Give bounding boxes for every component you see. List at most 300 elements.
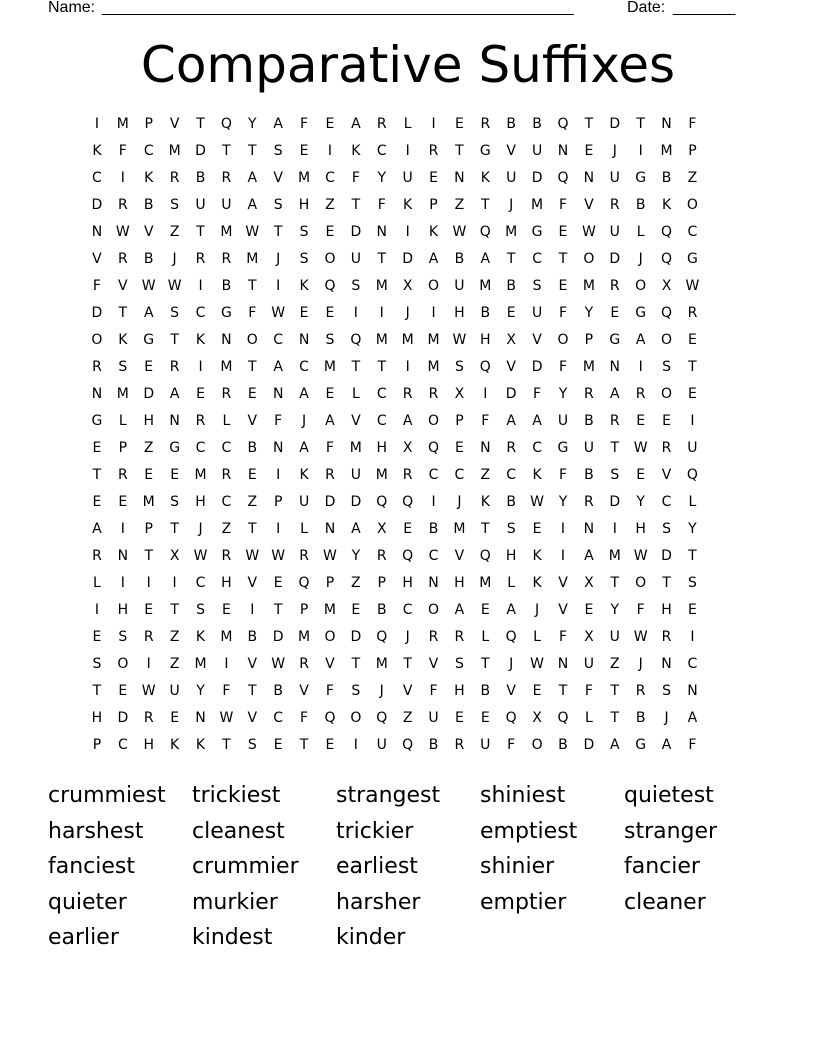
grid-letter[interactable]: V	[118, 278, 128, 294]
grid-letter[interactable]: S	[662, 683, 671, 699]
grid-letter[interactable]: A	[351, 521, 361, 537]
grid-letter[interactable]: M	[479, 278, 492, 294]
grid-letter[interactable]: N	[609, 359, 620, 375]
grid-letter[interactable]: C	[195, 440, 206, 456]
grid-letter[interactable]: S	[610, 467, 620, 483]
grid-letter[interactable]: J	[198, 521, 203, 537]
grid-letter[interactable]: M	[660, 143, 673, 159]
grid-letter[interactable]: M	[168, 143, 181, 159]
grid-letter[interactable]: V	[661, 467, 672, 483]
grid-letter[interactable]: O	[428, 278, 440, 294]
grid-letter[interactable]: D	[195, 143, 206, 159]
grid-letter[interactable]: X	[506, 332, 516, 348]
grid-letter[interactable]: T	[351, 197, 361, 213]
grid-letter[interactable]: V	[402, 683, 413, 699]
grid-letter[interactable]: Q	[376, 710, 388, 726]
grid-letter[interactable]: D	[350, 224, 362, 240]
grid-letter[interactable]: E	[118, 494, 128, 510]
grid-letter[interactable]: D	[91, 305, 103, 321]
grid-letter[interactable]: R	[454, 629, 465, 645]
grid-letter[interactable]: I	[146, 656, 151, 672]
grid-letter[interactable]: E	[144, 359, 154, 375]
grid-letter[interactable]: C	[661, 494, 672, 510]
grid-letter[interactable]: X	[584, 575, 594, 591]
grid-letter[interactable]: N	[376, 224, 387, 240]
grid-letter[interactable]: I	[120, 170, 125, 186]
grid-letter[interactable]: V	[454, 548, 465, 564]
grid-letter[interactable]: G	[557, 440, 569, 456]
grid-letter[interactable]: A	[532, 413, 542, 429]
grid-letter[interactable]: W	[323, 548, 337, 564]
grid-letter[interactable]: B	[480, 305, 491, 321]
grid-letter[interactable]: M	[505, 224, 518, 240]
grid-letter[interactable]: C	[376, 143, 387, 159]
grid-letter[interactable]: K	[170, 737, 180, 753]
grid-letter[interactable]: T	[170, 521, 179, 537]
grid-letter[interactable]: D	[609, 251, 621, 267]
grid-letter[interactable]: T	[248, 278, 257, 294]
grid-letter[interactable]: J	[405, 629, 410, 645]
grid-letter[interactable]: N	[454, 170, 465, 186]
grid-letter[interactable]: O	[635, 575, 647, 591]
grid-letter[interactable]: Y	[196, 683, 205, 699]
grid-letter[interactable]: O	[661, 386, 673, 402]
grid-letter[interactable]: S	[170, 197, 180, 213]
grid-letter[interactable]: N	[169, 413, 180, 429]
grid-letter[interactable]: V	[169, 116, 180, 132]
grid-letter[interactable]: W	[193, 548, 208, 564]
grid-letter[interactable]: F	[222, 683, 231, 699]
grid-letter[interactable]: M	[401, 332, 414, 348]
grid-letter[interactable]: D	[505, 386, 517, 402]
grid-letter[interactable]: S	[454, 359, 464, 375]
grid-letter[interactable]: M	[116, 116, 129, 132]
grid-letter[interactable]: D	[531, 359, 543, 375]
grid-letter[interactable]: N	[272, 440, 284, 456]
grid-letter[interactable]: C	[221, 494, 232, 510]
grid-letter[interactable]: C	[532, 440, 542, 456]
grid-letter[interactable]: Y	[558, 386, 568, 402]
grid-letter[interactable]: F	[325, 440, 334, 456]
grid-letter[interactable]: R	[402, 467, 413, 483]
grid-letter[interactable]: J	[612, 143, 617, 159]
grid-letter[interactable]: H	[480, 332, 491, 348]
grid-letter[interactable]: E	[584, 602, 594, 618]
grid-letter[interactable]: M	[375, 467, 388, 483]
grid-letter[interactable]: U	[557, 413, 569, 429]
grid-letter[interactable]: I	[94, 602, 100, 618]
grid-letter[interactable]: T	[222, 143, 231, 159]
grid-letter[interactable]: J	[302, 413, 307, 429]
grid-letter[interactable]: T	[481, 521, 490, 537]
grid-letter[interactable]: Q	[402, 737, 414, 753]
grid-letter[interactable]: Q	[428, 440, 440, 456]
grid-letter[interactable]: Y	[584, 305, 594, 321]
grid-letter[interactable]: N	[221, 332, 232, 348]
grid-letter[interactable]: Q	[557, 170, 569, 186]
grid-letter[interactable]: F	[377, 197, 386, 213]
grid-letter[interactable]: A	[351, 116, 361, 132]
grid-letter[interactable]: B	[247, 440, 258, 456]
grid-letter[interactable]: E	[247, 467, 257, 483]
grid-letter[interactable]: P	[688, 143, 697, 159]
grid-letter[interactable]: L	[300, 521, 308, 537]
grid-letter[interactable]: K	[92, 143, 102, 159]
grid-letter[interactable]: V	[299, 683, 309, 699]
grid-letter[interactable]: M	[608, 548, 621, 564]
grid-letter[interactable]: T	[92, 467, 102, 483]
grid-letter[interactable]: I	[560, 521, 566, 537]
grid-letter[interactable]: S	[273, 143, 283, 159]
grid-letter[interactable]: V	[506, 143, 516, 159]
grid-letter[interactable]: C	[687, 656, 698, 672]
grid-letter[interactable]: E	[480, 710, 490, 726]
grid-letter[interactable]: H	[454, 305, 465, 321]
grid-letter[interactable]: I	[172, 575, 177, 591]
grid-letter[interactable]: U	[583, 440, 594, 456]
grid-letter[interactable]: H	[221, 575, 232, 591]
grid-letter[interactable]: U	[298, 494, 310, 510]
grid-letter[interactable]: J	[535, 602, 540, 618]
grid-letter[interactable]: L	[636, 224, 645, 240]
grid-letter[interactable]: R	[221, 467, 232, 483]
grid-letter[interactable]: V	[247, 656, 258, 672]
grid-letter[interactable]: Z	[169, 629, 180, 645]
grid-letter[interactable]: T	[170, 332, 179, 348]
grid-letter[interactable]: E	[454, 440, 464, 456]
grid-letter[interactable]: B	[506, 116, 516, 132]
grid-letter[interactable]: G	[635, 305, 647, 321]
grid-letter[interactable]: A	[609, 386, 620, 402]
grid-letter[interactable]: T	[403, 656, 412, 672]
grid-letter[interactable]: U	[609, 629, 620, 645]
grid-letter[interactable]: O	[324, 251, 336, 267]
grid-letter[interactable]: F	[274, 413, 283, 429]
grid-letter[interactable]: P	[299, 602, 309, 618]
grid-letter[interactable]: N	[583, 170, 595, 186]
grid-letter[interactable]: E	[351, 602, 361, 618]
grid-letter[interactable]: R	[221, 170, 232, 186]
grid-letter[interactable]: M	[220, 224, 233, 240]
grid-letter[interactable]: B	[506, 278, 516, 294]
grid-letter[interactable]: I	[146, 575, 151, 591]
grid-letter[interactable]: F	[688, 116, 697, 132]
grid-letter[interactable]: W	[141, 683, 156, 699]
grid-letter[interactable]: M	[142, 494, 155, 510]
grid-letter[interactable]: S	[325, 332, 335, 348]
grid-letter[interactable]: U	[350, 467, 361, 483]
grid-letter[interactable]: Y	[558, 494, 568, 510]
grid-letter[interactable]: K	[661, 197, 672, 213]
grid-letter[interactable]: O	[531, 737, 543, 753]
grid-letter[interactable]: M	[349, 440, 362, 456]
grid-letter[interactable]: J	[638, 251, 643, 267]
grid-letter[interactable]: Z	[221, 521, 232, 537]
grid-letter[interactable]: R	[92, 359, 102, 375]
grid-letter[interactable]: C	[195, 575, 206, 591]
grid-letter[interactable]: X	[376, 521, 387, 537]
grid-letter[interactable]: N	[557, 656, 569, 672]
grid-letter[interactable]: R	[506, 440, 517, 456]
grid-letter[interactable]: T	[351, 656, 361, 672]
grid-letter[interactable]: M	[479, 575, 492, 591]
grid-letter[interactable]: H	[454, 683, 465, 699]
grid-letter[interactable]: R	[117, 251, 128, 267]
grid-letter[interactable]: U	[609, 170, 620, 186]
grid-letter[interactable]: Z	[454, 197, 465, 213]
grid-letter[interactable]: K	[480, 170, 490, 186]
grid-letter[interactable]: K	[299, 467, 309, 483]
grid-letter[interactable]: R	[661, 440, 672, 456]
date-field[interactable]: _______	[673, 0, 736, 16]
grid-letter[interactable]: N	[195, 710, 206, 726]
grid-letter[interactable]: J	[664, 710, 669, 726]
grid-letter[interactable]: J	[172, 251, 177, 267]
grid-letter[interactable]: E	[584, 143, 594, 159]
grid-letter[interactable]: F	[118, 143, 127, 159]
grid-letter[interactable]: M	[375, 332, 388, 348]
grid-letter[interactable]: R	[428, 143, 439, 159]
grid-letter[interactable]: G	[91, 413, 103, 429]
grid-letter[interactable]: W	[633, 629, 648, 645]
grid-letter[interactable]: Q	[479, 548, 491, 564]
grid-letter[interactable]: R	[609, 413, 620, 429]
grid-letter[interactable]: J	[509, 197, 514, 213]
grid-letter[interactable]: W	[271, 548, 286, 564]
grid-letter[interactable]: W	[452, 224, 467, 240]
grid-letter[interactable]: R	[169, 359, 180, 375]
grid-letter[interactable]: R	[143, 710, 154, 726]
grid-letter[interactable]: K	[144, 170, 154, 186]
grid-letter[interactable]: W	[115, 224, 130, 240]
grid-letter[interactable]: V	[584, 197, 594, 213]
grid-letter[interactable]: R	[221, 548, 232, 564]
grid-letter[interactable]: I	[431, 116, 436, 132]
grid-letter[interactable]: C	[532, 251, 542, 267]
grid-letter[interactable]: F	[558, 629, 567, 645]
grid-letter[interactable]: H	[143, 413, 154, 429]
grid-letter[interactable]: O	[686, 197, 698, 213]
grid-letter[interactable]: X	[402, 278, 413, 294]
grid-letter[interactable]: T	[506, 251, 516, 267]
grid-letter[interactable]: I	[120, 575, 125, 591]
grid-letter[interactable]: Z	[325, 197, 335, 213]
grid-letter[interactable]: G	[609, 332, 621, 348]
grid-letter[interactable]: J	[405, 305, 410, 321]
grid-letter[interactable]: M	[194, 656, 207, 672]
grid-letter[interactable]: I	[638, 143, 643, 159]
grid-letter[interactable]: M	[582, 278, 595, 294]
grid-letter[interactable]: Q	[376, 629, 388, 645]
grid-letter[interactable]: I	[431, 305, 436, 321]
grid-letter[interactable]: Q	[661, 305, 673, 321]
grid-letter[interactable]: C	[273, 332, 284, 348]
grid-letter[interactable]: O	[583, 251, 595, 267]
grid-letter[interactable]: B	[635, 197, 646, 213]
grid-letter[interactable]: R	[221, 251, 232, 267]
grid-letter[interactable]: U	[350, 251, 361, 267]
grid-letter[interactable]: F	[558, 305, 567, 321]
grid-letter[interactable]: H	[376, 440, 387, 456]
grid-letter[interactable]: U	[531, 143, 543, 159]
grid-letter[interactable]: I	[405, 143, 410, 159]
grid-letter[interactable]: M	[582, 359, 595, 375]
grid-letter[interactable]: Q	[661, 251, 673, 267]
grid-letter[interactable]: Q	[298, 575, 310, 591]
grid-letter[interactable]: A	[454, 602, 465, 618]
grid-letter[interactable]: F	[558, 197, 567, 213]
grid-letter[interactable]: D	[609, 494, 621, 510]
grid-letter[interactable]: E	[532, 683, 542, 699]
grid-letter[interactable]: H	[91, 710, 103, 726]
grid-letter[interactable]: O	[428, 602, 440, 618]
grid-letter[interactable]: E	[688, 386, 697, 402]
grid-letter[interactable]: R	[584, 494, 594, 510]
grid-letter[interactable]: M	[116, 386, 129, 402]
grid-letter[interactable]: O	[635, 278, 647, 294]
grid-letter[interactable]: T	[248, 143, 257, 159]
grid-letter[interactable]: Q	[661, 224, 673, 240]
grid-letter[interactable]: W	[245, 548, 260, 564]
grid-letter[interactable]: E	[92, 629, 102, 645]
grid-letter[interactable]: R	[609, 278, 620, 294]
grid-letter[interactable]: F	[636, 602, 645, 618]
grid-letter[interactable]: S	[351, 683, 361, 699]
grid-letter[interactable]: O	[246, 332, 258, 348]
grid-letter[interactable]: S	[273, 197, 283, 213]
grid-letter[interactable]: V	[506, 683, 516, 699]
grid-letter[interactable]: V	[325, 656, 335, 672]
grid-letter[interactable]: I	[276, 278, 281, 294]
grid-letter[interactable]: U	[480, 737, 491, 753]
grid-letter[interactable]: S	[506, 521, 516, 537]
grid-letter[interactable]: I	[560, 548, 566, 564]
grid-letter[interactable]: Q	[324, 710, 336, 726]
grid-letter[interactable]: S	[662, 359, 671, 375]
grid-letter[interactable]: W	[141, 278, 156, 294]
grid-letter[interactable]: E	[325, 737, 335, 753]
grid-letter[interactable]: P	[273, 494, 283, 510]
grid-letter[interactable]: T	[610, 440, 620, 456]
grid-letter[interactable]: T	[610, 710, 620, 726]
grid-letter[interactable]: U	[583, 656, 594, 672]
grid-letter[interactable]: E	[636, 413, 646, 429]
grid-letter[interactable]: D	[402, 251, 414, 267]
grid-letter[interactable]: J	[379, 683, 384, 699]
grid-letter[interactable]: J	[457, 494, 462, 510]
grid-letter[interactable]: O	[428, 413, 440, 429]
grid-letter[interactable]: R	[402, 386, 413, 402]
grid-letter[interactable]: U	[454, 278, 465, 294]
grid-letter[interactable]: K	[532, 548, 542, 564]
grid-letter[interactable]: I	[405, 224, 410, 240]
grid-letter[interactable]: A	[169, 386, 180, 402]
grid-letter[interactable]: C	[428, 548, 439, 564]
grid-letter[interactable]: W	[452, 332, 467, 348]
grid-letter[interactable]: V	[92, 251, 102, 267]
grid-letter[interactable]: A	[247, 197, 258, 213]
grid-letter[interactable]: Q	[324, 278, 336, 294]
grid-letter[interactable]: M	[375, 656, 388, 672]
grid-letter[interactable]: G	[479, 143, 491, 159]
grid-letter[interactable]: D	[272, 629, 284, 645]
grid-letter[interactable]: M	[298, 170, 311, 186]
grid-letter[interactable]: R	[143, 629, 154, 645]
grid-letter[interactable]: E	[92, 494, 102, 510]
grid-letter[interactable]: A	[299, 386, 309, 402]
grid-letter[interactable]: S	[92, 656, 102, 672]
grid-letter[interactable]: R	[117, 197, 128, 213]
grid-letter[interactable]: X	[402, 440, 413, 456]
grid-letter[interactable]: H	[402, 575, 413, 591]
grid-letter[interactable]: X	[532, 710, 542, 726]
grid-letter[interactable]: Q	[505, 710, 517, 726]
grid-letter[interactable]: I	[690, 413, 695, 429]
grid-letter[interactable]: V	[558, 575, 568, 591]
grid-letter[interactable]: F	[300, 116, 309, 132]
grid-letter[interactable]: Z	[247, 494, 258, 510]
grid-letter[interactable]: F	[584, 683, 593, 699]
grid-letter[interactable]: T	[558, 251, 568, 267]
grid-letter[interactable]: L	[351, 386, 360, 402]
grid-letter[interactable]: C	[299, 359, 309, 375]
grid-letter[interactable]: D	[91, 197, 103, 213]
grid-letter[interactable]: D	[350, 629, 362, 645]
grid-letter[interactable]: Z	[480, 467, 491, 483]
grid-letter[interactable]: B	[506, 494, 516, 510]
grid-letter[interactable]: B	[273, 683, 283, 699]
grid-letter[interactable]: V	[247, 413, 258, 429]
grid-letter[interactable]: U	[221, 197, 232, 213]
grid-letter[interactable]: T	[584, 116, 594, 132]
grid-letter[interactable]: I	[198, 278, 203, 294]
grid-letter[interactable]: E	[532, 521, 542, 537]
grid-letter[interactable]: R	[299, 548, 309, 564]
grid-letter[interactable]: E	[325, 116, 335, 132]
grid-letter[interactable]: N	[661, 116, 672, 132]
grid-letter[interactable]: K	[195, 629, 206, 645]
grid-letter[interactable]: E	[273, 737, 283, 753]
grid-letter[interactable]: F	[688, 737, 697, 753]
grid-letter[interactable]: P	[455, 413, 464, 429]
grid-letter[interactable]: N	[428, 575, 439, 591]
grid-letter[interactable]: R	[299, 656, 309, 672]
grid-letter[interactable]: E	[325, 305, 335, 321]
grid-letter[interactable]: H	[661, 602, 672, 618]
grid-letter[interactable]: A	[273, 359, 283, 375]
grid-letter[interactable]: I	[94, 116, 100, 132]
grid-letter[interactable]: R	[584, 386, 594, 402]
grid-letter[interactable]: G	[143, 332, 155, 348]
grid-letter[interactable]: R	[428, 386, 439, 402]
grid-letter[interactable]: I	[327, 143, 333, 159]
grid-letter[interactable]: T	[196, 224, 205, 240]
grid-letter[interactable]: A	[325, 413, 335, 429]
grid-letter[interactable]: D	[350, 494, 362, 510]
grid-letter[interactable]: J	[509, 656, 514, 672]
grid-letter[interactable]: Z	[169, 656, 180, 672]
grid-letter[interactable]: A	[402, 413, 413, 429]
grid-letter[interactable]: K	[351, 143, 361, 159]
grid-letter[interactable]: T	[377, 251, 387, 267]
grid-letter[interactable]: V	[143, 224, 154, 240]
grid-letter[interactable]: E	[299, 143, 309, 159]
grid-letter[interactable]: J	[276, 251, 281, 267]
grid-letter[interactable]: I	[276, 467, 281, 483]
grid-letter[interactable]: P	[144, 116, 153, 132]
grid-letter[interactable]: B	[532, 116, 542, 132]
grid-letter[interactable]: U	[195, 197, 206, 213]
